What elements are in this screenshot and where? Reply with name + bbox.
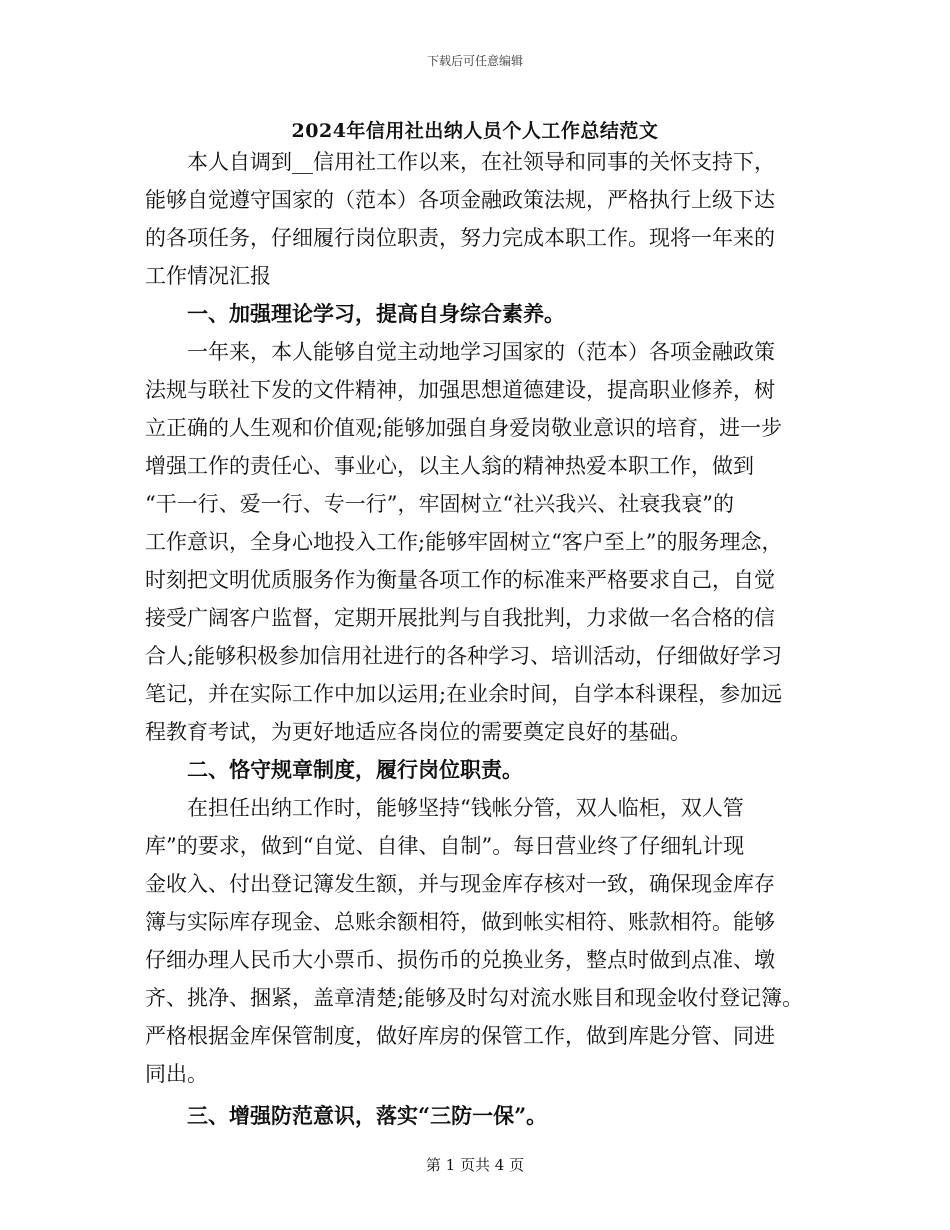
paragraph-line: 立正确的人生观和价值观;能够加强自身爱岗敬业意识的培育，进一步 <box>145 416 783 440</box>
section-heading: 一、加强理论学习，提高自身综合素养。 <box>187 301 565 326</box>
paragraph-line: 程教育考试，为更好地适应各岗位的需要奠定良好的基础。 <box>145 720 691 744</box>
paragraph-line: 工作情况汇报 <box>145 264 271 288</box>
paragraph-line: 的各项任务，仔细履行岗位职责，努力完成本职工作。现将一年来的 <box>145 226 775 250</box>
document-title: 2024年信用社出纳人员个人工作总结范文 <box>291 120 659 142</box>
paragraph-line: 簿与实际库存现金、总账余额相符，做到帐实相符、账款相符。能够 <box>145 910 775 934</box>
paragraph-line: 时刻把文明优质服务作为衡量各项工作的标准来严格要求自己，自觉 <box>145 568 775 592</box>
paragraph-line: 仔细办理人民币大小票币、损伤币的兑换业务，整点时做到点准、墩 <box>145 948 775 972</box>
paragraph-line: 在担任出纳工作时，能够坚持“钱帐分管，双人临柜，双人管 <box>187 796 744 820</box>
paragraph-line: 金收入、付出登记簿发生额，并与现金库存核对一致，确保现金库存 <box>145 872 775 896</box>
section-heading: 三、增强防范意识，落实“三防一保”。 <box>187 1103 548 1128</box>
paragraph-line: 一年来，本人能够自觉主动地学习国家的（范本）各项金融政策 <box>187 340 775 364</box>
paragraph-line: 接受广阔客户监督，定期开展批判与自我批判，力求做一名合格的信 <box>145 606 775 630</box>
paragraph-line: 严格根据金库保管制度，做好库房的保管工作，做到库匙分管、同进 <box>145 1024 775 1048</box>
section-heading: 二、恪守规章制度，履行岗位职责。 <box>187 757 523 782</box>
paragraph-line: 同出。 <box>145 1062 208 1086</box>
page-footer: 第 1 页共 4 页 <box>425 1156 525 1174</box>
paragraph-line: 合人;能够积极参加信用社进行的各种学习、培训活动，仔细做好学习 <box>145 644 783 668</box>
paragraph-line: 库”的要求，做到“自觉、自律、自制”。每日营业终了仔细轧计现 <box>145 834 745 858</box>
paragraph-line: 工作意识，全身心地投入工作;能够牢固树立“客户至上”的服务理念， <box>145 530 783 554</box>
paragraph-line: 能够自觉遵守国家的（范本）各项金融政策法规，严格执行上级下达 <box>145 188 775 212</box>
paragraph-line: 法规与联社下发的文件精神，加强思想道德建设，提高职业修养，树 <box>145 378 775 402</box>
page-header: 下载后可任意编辑 <box>426 54 523 68</box>
paragraph-line: 增强工作的责任心、事业心，以主人翁的精神热爱本职工作，做到 <box>145 454 754 478</box>
paragraph-line: “干一行、爱一行、专一行”，牢固树立“社兴我兴、社衰我衰”的 <box>145 492 734 516</box>
paragraph-line: 齐、挑净、捆紧，盖章清楚;能够及时勾对流水账目和现金收付登记簿。 <box>145 986 804 1010</box>
paragraph-line: 本人自调到__信用社工作以来，在社领导和同事的关怀支持下， <box>187 150 775 174</box>
paragraph-line: 笔记，并在实际工作中加以运用;在业余时间，自学本科课程，参加远 <box>145 682 783 706</box>
